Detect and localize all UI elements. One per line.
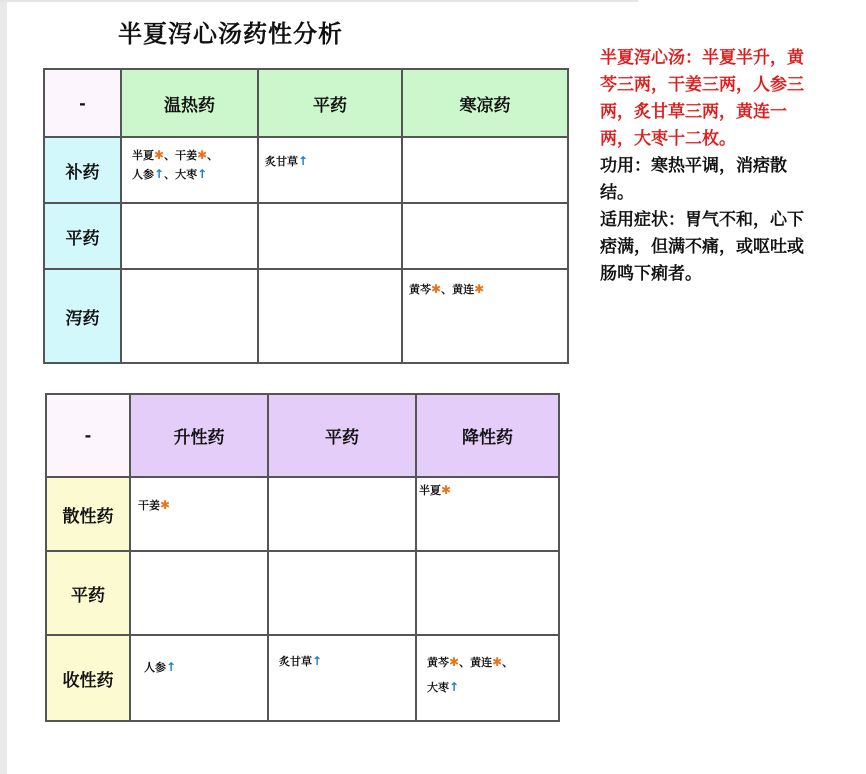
formula-notes: [600, 45, 820, 288]
herb-list: [403, 270, 567, 299]
herb-item: 人参↑、: [132, 167, 176, 181]
herb-item: 黄连✱: [452, 282, 485, 296]
table-cell: [130, 551, 268, 635]
table-cell: [121, 203, 258, 269]
star-marker-icon: ✱: [492, 655, 503, 669]
temperature-table: [43, 68, 569, 364]
up-arrow-marker-icon: ↑: [197, 167, 208, 181]
star-marker-icon: ✱: [160, 498, 171, 512]
herb-list: [417, 636, 547, 700]
herb-item: 干姜✱: [138, 498, 171, 512]
table-cell: [268, 635, 416, 721]
column-header: 平药: [258, 69, 402, 137]
row-header: 平药: [44, 203, 121, 269]
star-marker-icon: ✱: [154, 148, 165, 162]
table-cell: [402, 203, 568, 269]
herb-item: 半夏✱: [419, 483, 452, 497]
table-corner: -: [46, 394, 130, 477]
direction-table: [45, 393, 560, 722]
up-arrow-marker-icon: ↑: [312, 654, 323, 668]
herb-item: 半夏✱、: [132, 148, 176, 162]
table-cell: [416, 477, 559, 551]
column-header: 寒凉药: [402, 69, 568, 137]
herb-item: 黄芩✱、: [409, 282, 453, 296]
column-header: 温热药: [121, 69, 258, 137]
herb-list: [131, 636, 267, 677]
formula-effect: 功用：寒热平调，消痞散结。: [600, 156, 787, 203]
up-arrow-marker-icon: ↑: [166, 660, 177, 674]
table-cell: [402, 137, 568, 203]
star-marker-icon: ✱: [449, 655, 460, 669]
star-marker-icon: ✱: [474, 282, 485, 296]
herb-list: [122, 138, 257, 184]
herb-item: 大枣↑: [427, 680, 460, 694]
herb-item: 炙甘草↑: [265, 154, 309, 168]
herb-item: 黄连✱、: [470, 655, 514, 669]
column-header: 升性药: [130, 394, 268, 477]
column-header: 降性药: [416, 394, 559, 477]
page-edge-top: [0, 0, 638, 2]
row-header: 平药: [46, 551, 130, 635]
row-header: 补药: [44, 137, 121, 203]
herb-item: 人参↑: [144, 660, 177, 674]
herb-item: 干姜✱、: [175, 148, 219, 162]
row-header: 收性药: [46, 635, 130, 721]
table-cell: [258, 137, 402, 203]
up-arrow-marker-icon: ↑: [449, 680, 460, 694]
herb-item: 大枣↑: [175, 167, 208, 181]
column-header: 平药: [268, 394, 416, 477]
formula-composition: 半夏泻心汤：半夏半升，黄芩三两，干姜三两，人参三两，炙甘草三两，黄连一两，大枣十二枚。: [600, 48, 804, 149]
page-edge: [0, 0, 7, 774]
row-header: 泻药: [44, 269, 121, 363]
table-corner: -: [44, 69, 121, 137]
herb-list: [259, 138, 401, 171]
up-arrow-marker-icon: ↑: [154, 167, 165, 181]
up-arrow-marker-icon: ↑: [298, 154, 309, 168]
herb-list: [417, 478, 558, 500]
herb-list: [269, 636, 415, 671]
star-marker-icon: ✱: [197, 148, 208, 162]
page-title: 半夏泻心汤药性分析: [118, 20, 343, 48]
herb-item: 黄芩✱、: [427, 655, 471, 669]
herb-list: [131, 478, 267, 515]
table-cell: [402, 269, 568, 363]
formula-indication: 适用症状：胃气不和，心下痞满，但满不痛，或呕吐或肠鸣下痢者。: [600, 210, 804, 284]
star-marker-icon: ✱: [441, 483, 452, 497]
table-cell: [130, 635, 268, 721]
herb-item: 炙甘草↑: [279, 654, 323, 668]
table-cell: [416, 551, 559, 635]
row-header: 散性药: [46, 477, 130, 551]
star-marker-icon: ✱: [431, 282, 442, 296]
table-cell: [416, 635, 559, 721]
table-cell: [258, 203, 402, 269]
table-cell: [258, 269, 402, 363]
table-cell: [268, 551, 416, 635]
table-cell: [130, 477, 268, 551]
table-cell: [268, 477, 416, 551]
table-cell: [121, 137, 258, 203]
table-cell: [121, 269, 258, 363]
